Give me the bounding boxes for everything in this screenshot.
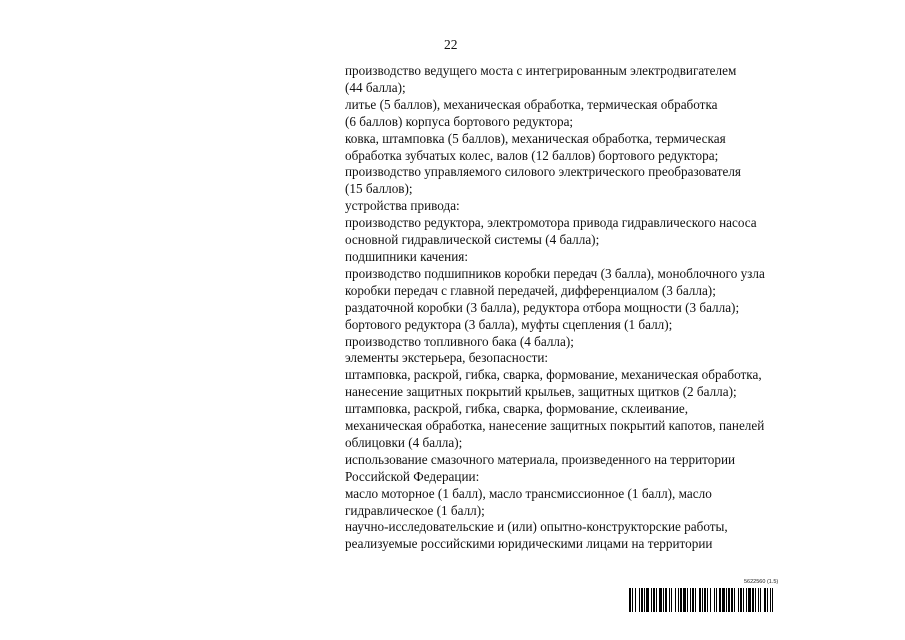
barcode-bar bbox=[772, 588, 773, 612]
barcode-bar bbox=[755, 588, 756, 612]
text-line: обработка зубчатых колес, валов (12 баллов) бортового редуктора; bbox=[345, 147, 719, 163]
document-body bbox=[345, 63, 845, 553]
barcode-bar bbox=[669, 588, 670, 612]
text-line: гидравлическое (1 балл); bbox=[345, 502, 485, 518]
barcode-bar bbox=[740, 588, 742, 612]
text-line: (15 баллов); bbox=[345, 181, 413, 197]
text-line: (6 баллов) корпуса бортового редуктора; bbox=[345, 113, 574, 129]
barcode-bar bbox=[760, 588, 761, 612]
text-line: элементы экстерьера, безопасности: bbox=[345, 350, 549, 366]
barcode-bar bbox=[738, 588, 739, 612]
text-line: производство управляемого силового электрического преобразователя bbox=[345, 164, 742, 180]
barcode-bar bbox=[683, 588, 686, 612]
barcode-bar bbox=[710, 588, 711, 612]
text-line: масло моторное (1 балл), масло трансмиссионное (1 балл), масло bbox=[345, 485, 712, 501]
text-line: раздаточной коробки (3 балла), редуктора отбора мощности (3 балла); bbox=[345, 299, 740, 315]
text-line: коробки передач с главной передачей, дифференциалом (3 балла); bbox=[345, 282, 716, 298]
text-line: производство подшипников коробки передач (3 балла), моноблочного узла bbox=[345, 265, 765, 281]
text-line: научно-исследовательские и (или) опытно-конструкторские работы, bbox=[345, 519, 728, 535]
barcode-bar bbox=[734, 588, 735, 612]
text-line: штамповка, раскрой, гибка, сварка, формование, склеивание, bbox=[345, 401, 689, 417]
barcode-bar bbox=[758, 588, 759, 612]
barcode-bar bbox=[770, 588, 771, 612]
barcode-bar bbox=[746, 588, 747, 612]
text-line: штамповка, раскрой, гибка, сварка, формование, механическая обработка, bbox=[345, 367, 762, 383]
text-line: производство ведущего моста с интегрированным электродвигателем bbox=[345, 63, 737, 78]
barcode-bar bbox=[726, 588, 727, 612]
barcode-bar bbox=[671, 588, 672, 612]
barcode-bar bbox=[641, 588, 643, 612]
barcode-bar bbox=[639, 588, 640, 612]
barcode-bar bbox=[690, 588, 691, 612]
barcode-bar bbox=[714, 588, 715, 612]
barcode-bar bbox=[702, 588, 703, 612]
barcode-bar bbox=[646, 588, 649, 612]
barcode-bar bbox=[665, 588, 667, 612]
barcode-bar bbox=[767, 588, 768, 612]
barcode-bar bbox=[752, 588, 754, 612]
barcode-bar bbox=[743, 588, 744, 612]
barcode-bar bbox=[632, 588, 633, 612]
barcode-bar bbox=[656, 588, 657, 612]
barcode-bar bbox=[659, 588, 662, 612]
barcode-bar bbox=[731, 588, 733, 612]
text-line: производство редуктора, электромотора привода гидравлического насоса bbox=[345, 215, 757, 231]
barcode-bar bbox=[728, 588, 730, 612]
barcode-label: 5622560 (1.5) bbox=[744, 579, 779, 585]
barcode-bar bbox=[635, 588, 636, 612]
barcode-bar bbox=[748, 588, 751, 612]
barcode-bar bbox=[692, 588, 694, 612]
text-line: использование смазочного материала, произведенного на территории bbox=[345, 451, 736, 467]
text-line: нанесение защитных покрытий крыльев, защитных щитков (2 балла); bbox=[345, 384, 737, 400]
barcode-image bbox=[629, 588, 857, 612]
text-line: производство топливного бака (4 балла); bbox=[345, 333, 574, 349]
page-number: 22 bbox=[444, 37, 458, 52]
barcode-bar bbox=[719, 588, 721, 612]
barcode-bar bbox=[629, 588, 631, 612]
barcode-bar bbox=[722, 588, 725, 612]
barcode-bar bbox=[699, 588, 701, 612]
text-line: основной гидравлической системы (4 балла); bbox=[345, 232, 600, 248]
text-line: ковка, штамповка (5 баллов), механическая обработка, термическая bbox=[345, 130, 726, 146]
text-line: (44 балла); bbox=[345, 79, 406, 95]
barcode-bar bbox=[687, 588, 688, 612]
barcode-bar bbox=[663, 588, 664, 612]
barcode-bar bbox=[651, 588, 652, 612]
barcode-bar bbox=[680, 588, 682, 612]
text-line: облицовки (4 балла); bbox=[345, 434, 463, 450]
text-line: механическая обработка, нанесение защитных покрытий капотов, панелей bbox=[345, 418, 765, 434]
text-line: устройства привода: bbox=[345, 198, 460, 214]
text-line: Российской Федерации: bbox=[345, 468, 480, 484]
text-line: реализуемые российскими юридическими лицами на территории bbox=[345, 536, 713, 552]
barcode-bar bbox=[678, 588, 679, 612]
text-line: литье (5 баллов), механическая обработка, термическая обработка bbox=[345, 96, 718, 112]
barcode-bar bbox=[704, 588, 706, 612]
barcode-bar bbox=[675, 588, 676, 612]
barcode-bar bbox=[695, 588, 696, 612]
barcode-bar bbox=[764, 588, 766, 612]
text-line: подшипники качения: bbox=[345, 248, 468, 264]
barcode-bar bbox=[644, 588, 645, 612]
barcode-bar bbox=[716, 588, 717, 612]
barcode-bar bbox=[707, 588, 708, 612]
barcode-bar bbox=[653, 588, 655, 612]
text-line: бортового редуктора (3 балла), муфты сцепления (1 балл); bbox=[345, 316, 673, 332]
